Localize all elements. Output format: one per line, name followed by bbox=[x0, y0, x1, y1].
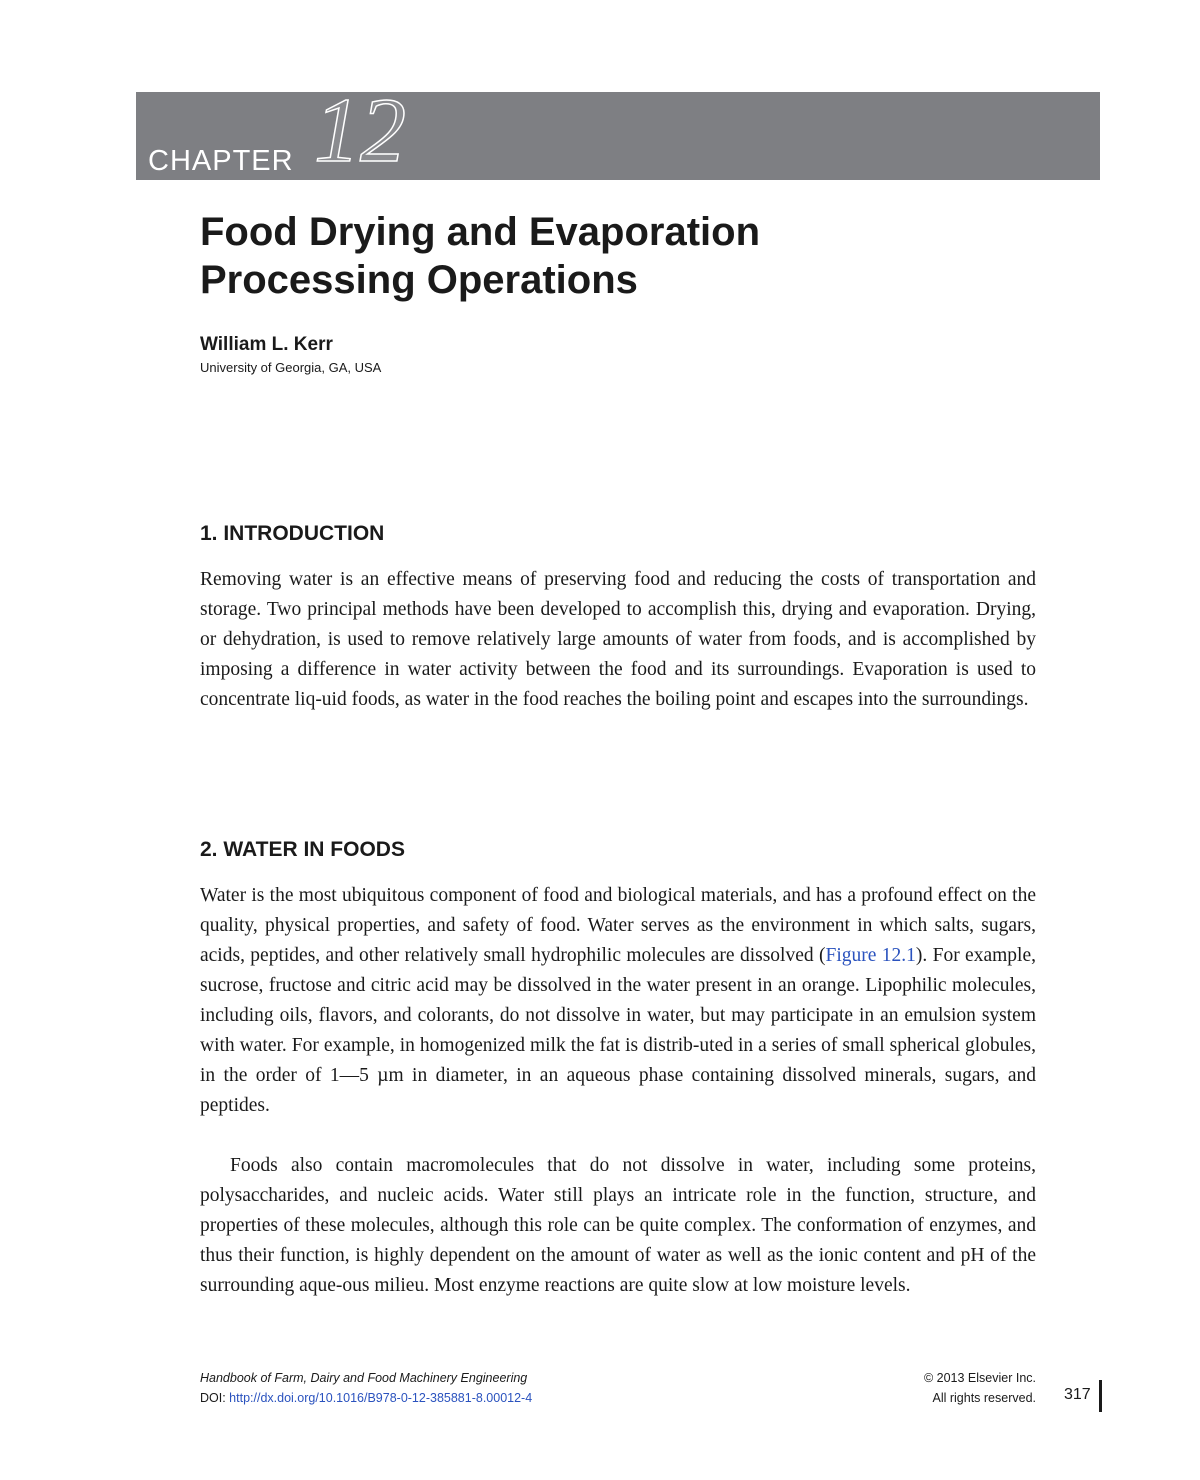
water-in-foods-paragraph-2: Foods also contain macromolecules that do not dissolve in water, including some proteins, polysaccharides, and nucleic acids. Water still plays an intricate role in the function, structure, and properties of these molecules, although this role can be quite complex. The conformation of enzymes, and thus their function, is highly dependent on the amount of water as well as the ionic content and pH of the surrounding aque-ous milieu. Most enzyme reactions are quite slow at low moisture levels. bbox=[200, 1155, 1036, 1296]
footer-citation bbox=[200, 1368, 532, 1408]
chapter-title bbox=[200, 208, 1040, 304]
book-title: Handbook of Farm, Dairy and Food Machinery Engineering bbox=[200, 1371, 528, 1385]
page-number-rule bbox=[1099, 1380, 1102, 1412]
rights-text: All rights reserved. bbox=[932, 1391, 1036, 1405]
doi-label: DOI: bbox=[200, 1391, 230, 1405]
author-name: William L. Kerr bbox=[200, 334, 333, 355]
section-heading-introduction: 1. INTRODUCTION bbox=[200, 522, 385, 545]
chapter-title-line-2: Processing Operations bbox=[200, 258, 638, 302]
author-affiliation: University of Georgia, GA, USA bbox=[200, 360, 382, 375]
doi-link[interactable]: http://dx.doi.org/10.1016/B978-0-12-385881-8.00012-4 bbox=[229, 1391, 533, 1405]
figure-12-1-link[interactable]: Figure 12.1 bbox=[825, 945, 916, 966]
page-number: 317 bbox=[1064, 1386, 1091, 1403]
section-heading-water-in-foods: 2. WATER IN FOODS bbox=[200, 838, 405, 861]
footer-copyright bbox=[924, 1368, 1036, 1408]
water-in-foods-paragraph-1 bbox=[200, 881, 1036, 1121]
paragraph-text: Water is the most ubiquitous component of food and biological materials, and has a profound effect on the quality, physical properties, and safety of food. Water serves as the environment in which salts, sugars, acids, peptides, and other relatively small hydrophilic molecules are dissolved ( bbox=[200, 885, 1036, 966]
copyright-text: © 2013 Elsevier Inc. bbox=[923, 1371, 1036, 1385]
chapter-number: 12 bbox=[314, 79, 406, 181]
introduction-paragraph: Removing water is an effective means of preserving food and reducing the costs of transportation and storage. Two principal methods have been developed to accomplish this, drying and evaporation. Drying, or dehydration, is used to remove relatively large amounts of water from foods, and is accomplished by imposing a difference in water activity between the food and its surroundings. Evaporation is used to concentrate liq-uid foods, as water in the food reaches the boiling point and escapes into the surroundings. bbox=[200, 569, 1036, 710]
chapter-label: CHAPTER bbox=[148, 145, 294, 177]
paragraph-text: ). For example, sucrose, fructose and citric acid may be dissolved in the water present in an orange. Lipophilic molecules, including oils, flavors, and colorants, do not dissolve in water, but may participate in an emulsion system with water. For example, in homogenized milk the fat is distrib-uted in a series of small spherical globules, in the order of 1—5 µm in diameter, in an aqueous phase containing dissolved minerals, sugars, and peptides. bbox=[200, 945, 1036, 1116]
chapter-title-line-1: Food Drying and Evaporation bbox=[200, 210, 761, 254]
